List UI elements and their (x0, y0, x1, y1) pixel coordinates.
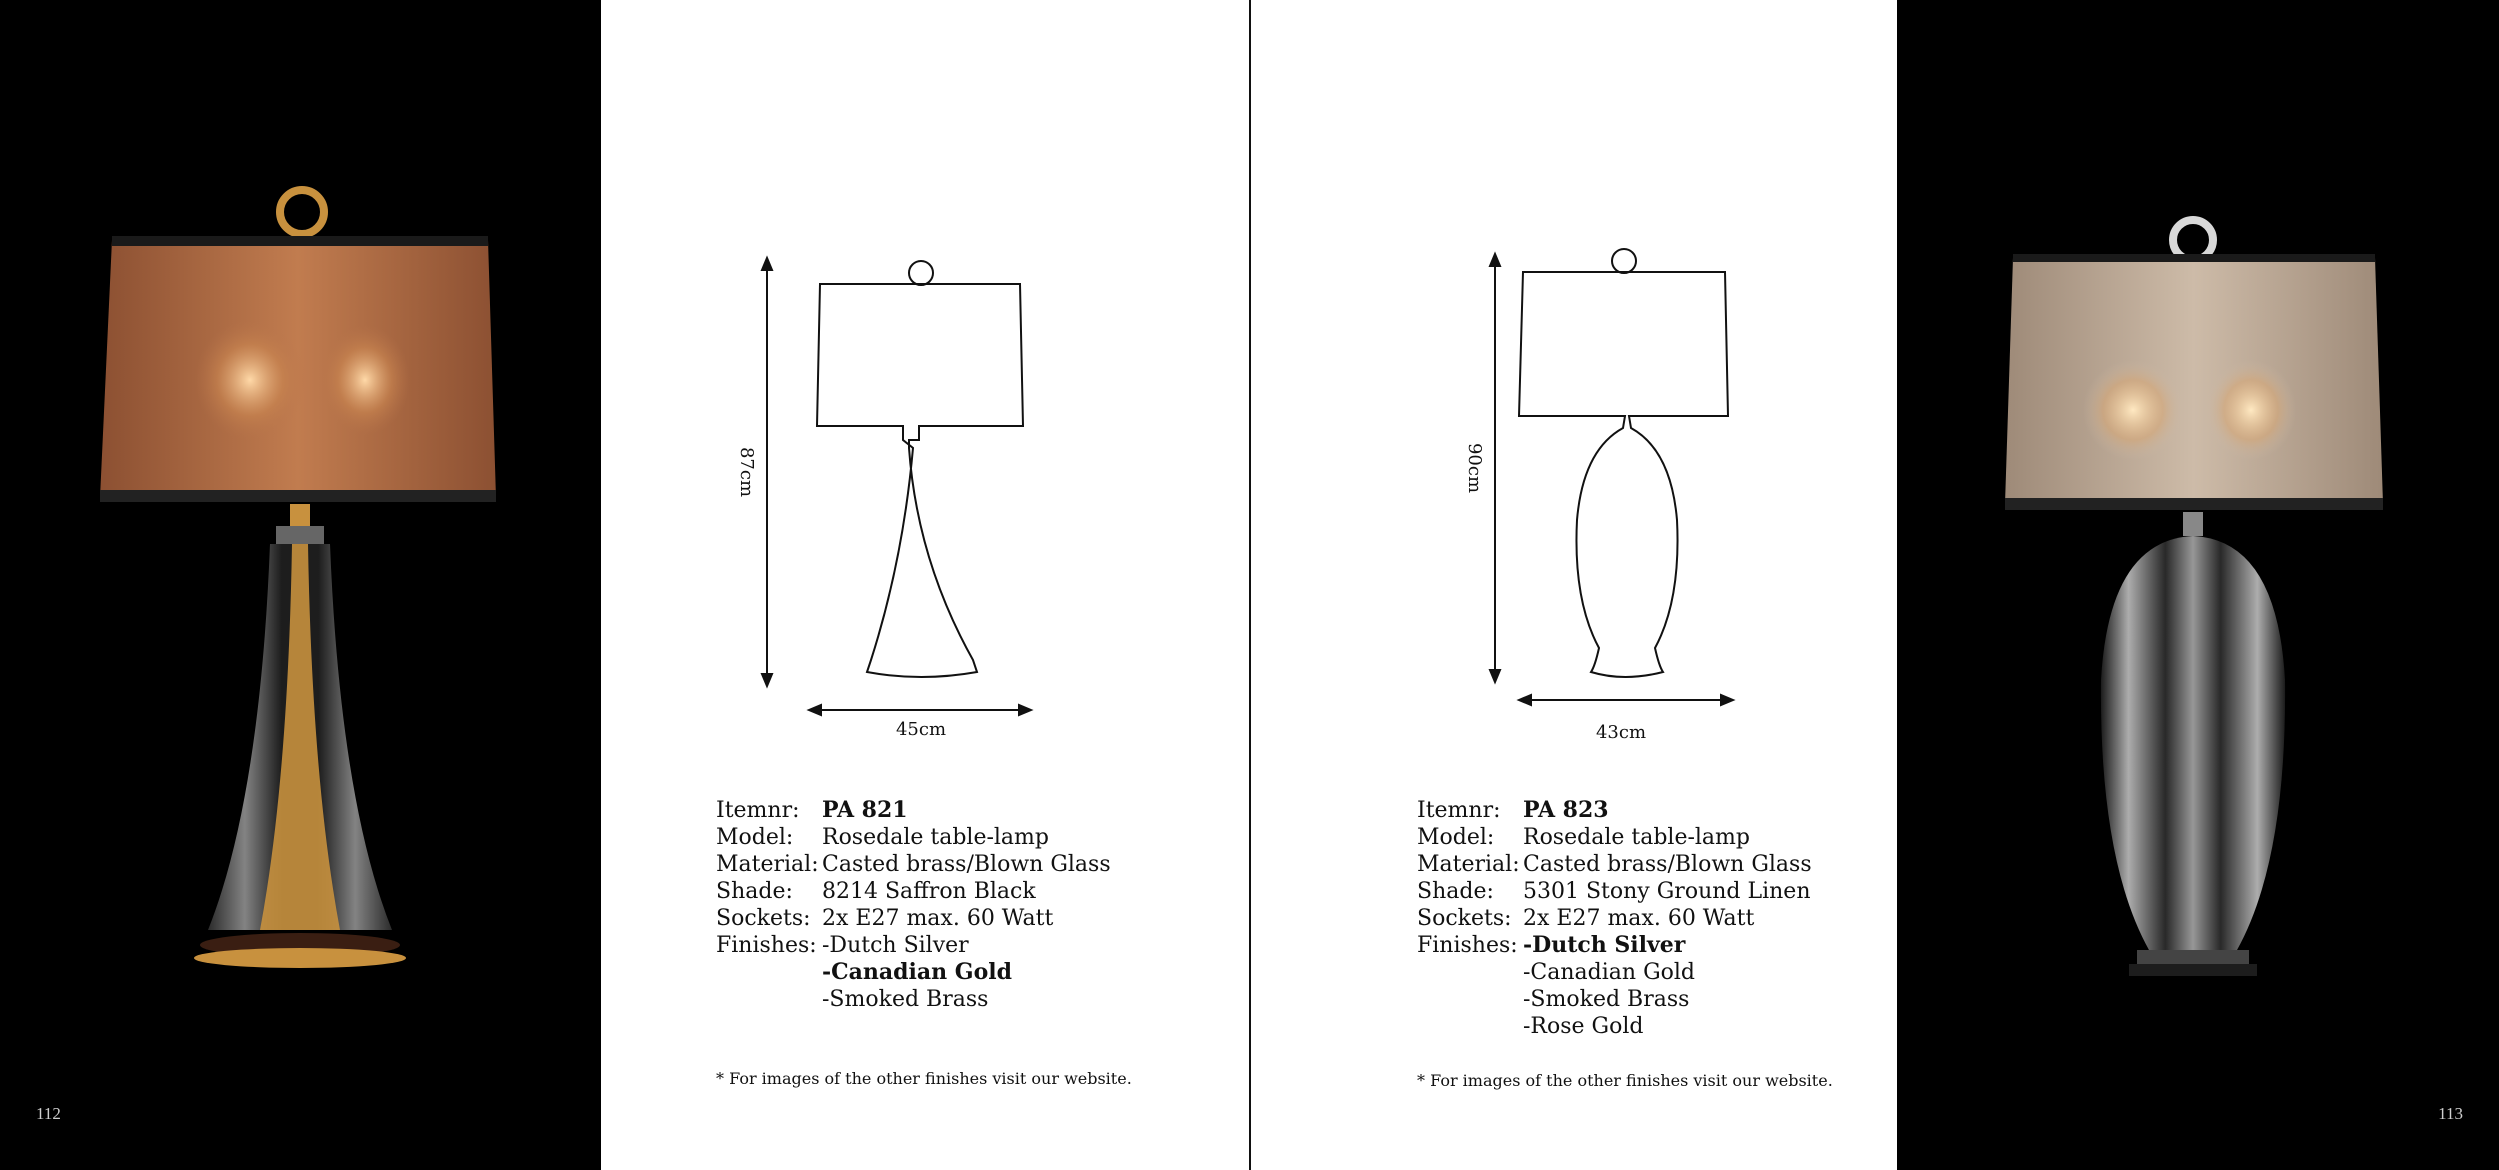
spec-row-shade (1417, 878, 1812, 905)
model-value: Rosedale table-lamp (822, 825, 1049, 850)
item-number: PA 821 (822, 797, 908, 823)
lamp-pa821-illustration (0, 0, 601, 1170)
spec-row-material (1417, 851, 1812, 878)
finish-item: -Canadian Gold (1523, 960, 1696, 985)
website-note: * For images of the other finishes visit our website. (716, 1069, 1132, 1088)
spec-page-pa823 (1251, 0, 1897, 1170)
spec-key: Shade: (1417, 879, 1494, 904)
lamp-photo-pa821 (0, 0, 601, 1170)
spec-row-itemnr (716, 797, 1111, 824)
spec-row-itemnr (1417, 797, 1812, 824)
height-label: 90cm (1464, 442, 1485, 494)
finial-ring (280, 190, 324, 234)
spec-key: Sockets: (716, 906, 811, 931)
finish-item: -Dutch Silver (822, 933, 969, 958)
finish-item: -Rose Gold (1523, 1014, 1644, 1039)
spec-row-sockets (716, 905, 1111, 932)
spec-key: Itemnr: (716, 798, 800, 823)
website-note: * For images of the other finishes visit our website. (1417, 1071, 1833, 1090)
spec-row-model (716, 824, 1111, 851)
shade-value: 5301 Stony Ground Linen (1523, 879, 1811, 904)
lamp-photo-pa823 (1897, 0, 2499, 1170)
finish-item: -Smoked Brass (1523, 987, 1690, 1012)
shade-value: 8214 Saffron Black (822, 879, 1036, 904)
finish-item: -Smoked Brass (822, 987, 989, 1012)
height-label: 87cm (736, 446, 757, 498)
spec-row-finishes (1417, 932, 1812, 1040)
spec-key: Finishes: (716, 933, 817, 958)
spec-key: Model: (1417, 825, 1495, 850)
lamp-outline (1519, 272, 1728, 677)
width-label: 43cm (1595, 722, 1647, 743)
sockets-value: 2x E27 max. 60 Watt (1523, 906, 1755, 931)
spec-row-material (716, 851, 1111, 878)
material-value: Casted brass/Blown Glass (822, 852, 1111, 877)
spec-key: Shade: (716, 879, 793, 904)
item-number: PA 823 (1523, 797, 1609, 823)
lamp-shade (2005, 258, 2383, 504)
spec-row-sockets (1417, 905, 1812, 932)
spec-key: Itemnr: (1417, 798, 1501, 823)
spec-row-shade (716, 878, 1111, 905)
glass-body (2101, 536, 2285, 950)
outline-finial (909, 261, 933, 285)
lamp-outline (817, 284, 1023, 677)
model-value: Rosedale table-lamp (1523, 825, 1750, 850)
material-value: Casted brass/Blown Glass (1523, 852, 1812, 877)
spec-page-pa821 (601, 0, 1249, 1170)
spec-key: Model: (716, 825, 794, 850)
outline-finial (1612, 249, 1636, 273)
finish-item: -Canadian Gold (822, 959, 1012, 985)
spec-key: Finishes: (1417, 933, 1518, 958)
finishes-list (1523, 932, 1695, 1040)
spec-key: Material: (1417, 852, 1520, 877)
sockets-value: 2x E27 max. 60 Watt (822, 906, 1054, 931)
finish-item: -Dutch Silver (1523, 932, 1686, 958)
spec-table-pa823 (1417, 797, 1812, 1040)
spec-key: Sockets: (1417, 906, 1512, 931)
finishes-list (822, 932, 1012, 1013)
spec-row-model (1417, 824, 1812, 851)
spec-table-pa821 (716, 797, 1111, 1013)
width-label: 45cm (895, 719, 947, 740)
spec-row-finishes (716, 932, 1111, 1013)
lamp-pa823-illustration (1897, 0, 2499, 1170)
page-number-left: 112 (36, 1104, 61, 1123)
spec-key: Material: (716, 852, 819, 877)
page-number-right: 113 (2438, 1104, 2463, 1123)
